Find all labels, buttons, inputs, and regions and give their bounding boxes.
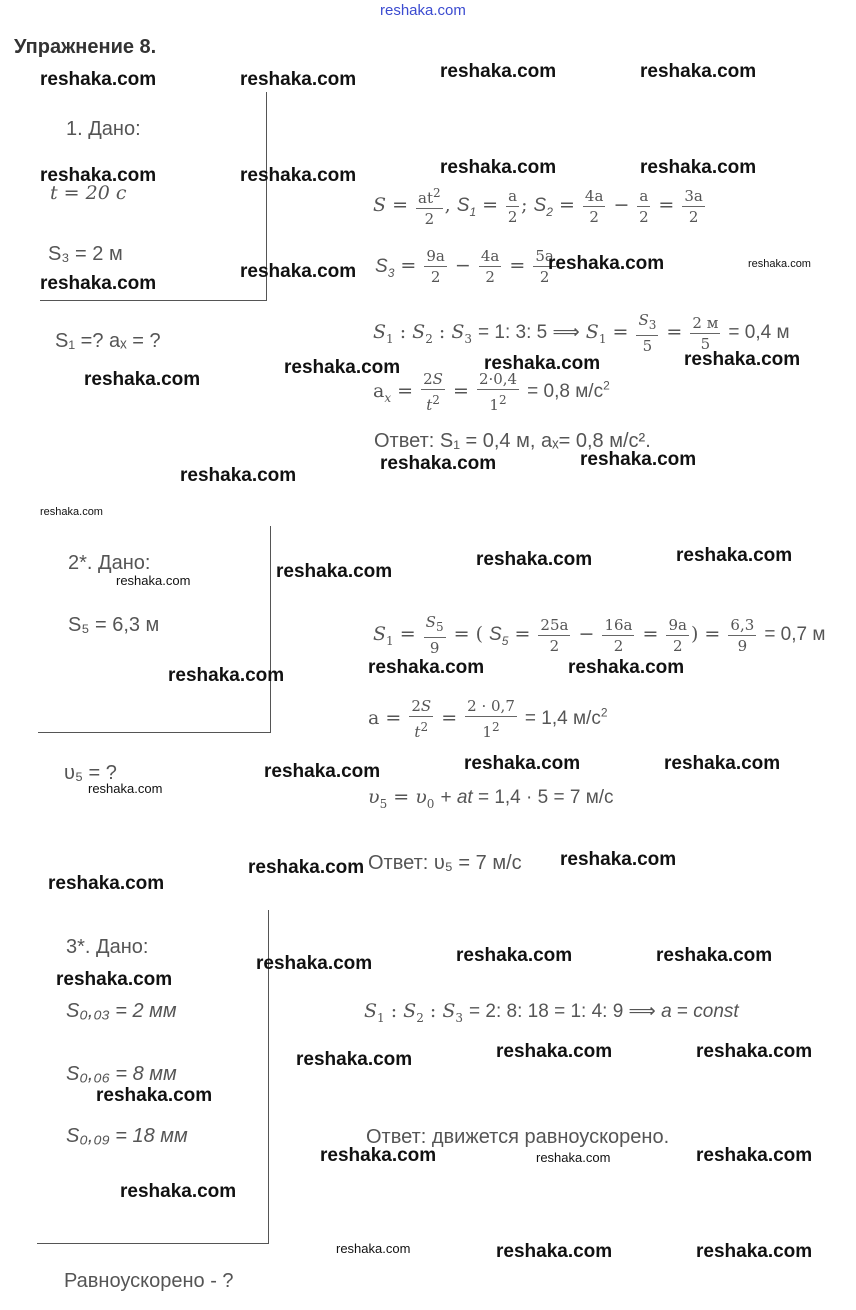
watermark: reshaka.com <box>440 157 557 178</box>
p2-equation-2: a = $\frac{2S}{t^2}$ = $\frac{2 \cdot 0,7}{1^2}$ = 1,4 $м/с^2$ <box>368 697 608 741</box>
watermark: reshaka.com <box>96 1085 213 1106</box>
p3-given-s3: S₀,₀₉ = 18 мм <box>66 1125 188 1147</box>
p2-given-label: 2*. Дано: <box>68 552 151 574</box>
p3-given-s1: S₀,₀₃ = 2 мм <box>66 1000 177 1022</box>
watermark: reshaka.com <box>88 781 163 796</box>
watermark: reshaka.com <box>368 657 485 678</box>
p1-equation-3: $S_1$ : $S_2$ : $S_3 = 1$: 3: 5 ⟹ $S_1$ = $\frac{S_3}{5}$ = $\frac{2 м}{5}$ = 0,4 м <box>373 311 790 355</box>
p1-equation-1: S = $\frac{at^2}{2}$ , $S_1$ = $\frac{a}{2}$ ; $S_2$ = $\frac{4a}{2}$ − $\frac{a}{2}$ = $\frac{3a}{2}$ <box>373 183 707 229</box>
p3-equation-1: $S_1$ : $S_2$ : $S_3 = 2$: 8: 18 = 1: 4: 9 ⟹ a = const <box>364 1000 739 1025</box>
watermark: reshaka.com <box>40 69 157 90</box>
p3-given-s2: S₀,₀₆ = 8 мм <box>66 1063 177 1085</box>
watermark: reshaka.com <box>48 873 165 894</box>
p1-given-label: 1. Дано: <box>66 118 141 140</box>
watermark: reshaka.com <box>256 953 373 974</box>
watermark: reshaka.com <box>640 157 757 178</box>
p1-given-s3: S₃ = 2 м <box>48 243 123 265</box>
watermark: reshaka.com <box>264 761 381 782</box>
page-title: Упражнение 8. <box>14 36 157 58</box>
watermark: reshaka.com <box>748 258 811 270</box>
watermark: reshaka.com <box>464 753 581 774</box>
watermark: reshaka.com <box>440 61 557 82</box>
p1-answer: Ответ: S₁ = 0,4 м, aₓ= 0,8 м/с². <box>374 430 651 452</box>
watermark: reshaka.com <box>560 849 677 870</box>
given-divider-horizontal <box>38 732 271 733</box>
watermark: reshaka.com <box>640 61 757 82</box>
p3-given-label: 3*. Дано: <box>66 936 149 958</box>
p2-find: υ₅ = ? <box>64 762 117 784</box>
watermark: reshaka.com <box>116 573 191 588</box>
p2-answer: Ответ: υ₅ = 7 м/с <box>368 852 522 874</box>
watermark: reshaka.com <box>296 1049 413 1070</box>
watermark: reshaka.com <box>696 1241 813 1262</box>
p1-equation-4: $a_x$ = $\frac{2S}{t^2}$ = $\frac{2\cdot 0,4}{1^2}$ = 0,8 $м/с^2$ <box>373 370 610 414</box>
watermark: reshaka.com <box>496 1041 613 1062</box>
watermark: reshaka.com <box>684 349 801 370</box>
watermark: reshaka.com <box>284 357 401 378</box>
watermark: reshaka.com <box>496 1241 613 1262</box>
watermark: reshaka.com <box>676 545 793 566</box>
watermark: reshaka.com <box>320 1145 437 1166</box>
watermark: reshaka.com <box>240 69 357 90</box>
p3-answer: Ответ: движется равноускорено. <box>366 1126 670 1148</box>
watermark: reshaka.com <box>40 165 157 186</box>
watermark: reshaka.com <box>484 353 601 374</box>
watermark: reshaka.com <box>476 549 593 570</box>
site-link[interactable]: reshaka.com <box>380 2 466 19</box>
p1-given-t: t = 20 c <box>50 182 127 204</box>
p1-equation-2: $S_3$ = $\frac{9a}{2}$ − $\frac{4a}{2}$ = $\frac{5a}{2}$ <box>375 247 554 286</box>
watermark: reshaka.com <box>180 465 297 486</box>
p1-find: S₁ =? aₓ = ? <box>55 330 161 352</box>
given-divider-vertical <box>270 526 271 732</box>
watermark: reshaka.com <box>56 969 173 990</box>
watermark: reshaka.com <box>656 945 773 966</box>
watermark: reshaka.com <box>40 273 157 294</box>
watermark: reshaka.com <box>240 165 357 186</box>
watermark: reshaka.com <box>380 453 497 474</box>
watermark: reshaka.com <box>240 261 357 282</box>
p2-equation-1: $S_1$ = $\frac{S_5}{9}$ = ( $S_5$ = $\frac{25a}{2}$ − $\frac{16a}{2}$ = $\frac{9a}{2}$ ) = $\frac{6,3}{9}$ = 0,7 м <box>373 613 826 657</box>
watermark: reshaka.com <box>336 1241 411 1256</box>
watermark: reshaka.com <box>568 657 685 678</box>
watermark: reshaka.com <box>168 665 285 686</box>
watermark: reshaka.com <box>548 253 665 274</box>
given-divider-horizontal <box>40 300 267 301</box>
watermark: reshaka.com <box>248 857 365 878</box>
watermark: reshaka.com <box>696 1041 813 1062</box>
watermark: reshaka.com <box>276 561 393 582</box>
watermark: reshaka.com <box>696 1145 813 1166</box>
p3-find: Равноускорено - ? <box>64 1270 234 1292</box>
watermark: reshaka.com <box>40 506 103 518</box>
watermark: reshaka.com <box>536 1150 611 1165</box>
watermark: reshaka.com <box>120 1181 237 1202</box>
p2-equation-3: $\upsilon_5 = \upsilon_0$ + at = 1,4 · 5 = 7 м/с <box>368 786 614 811</box>
watermark: reshaka.com <box>580 449 697 470</box>
watermark: reshaka.com <box>84 369 201 390</box>
given-divider-horizontal <box>37 1243 269 1244</box>
p2-given-s5: S₅ = 6,3 м <box>68 614 160 636</box>
watermark: reshaka.com <box>664 753 781 774</box>
watermark: reshaka.com <box>456 945 573 966</box>
